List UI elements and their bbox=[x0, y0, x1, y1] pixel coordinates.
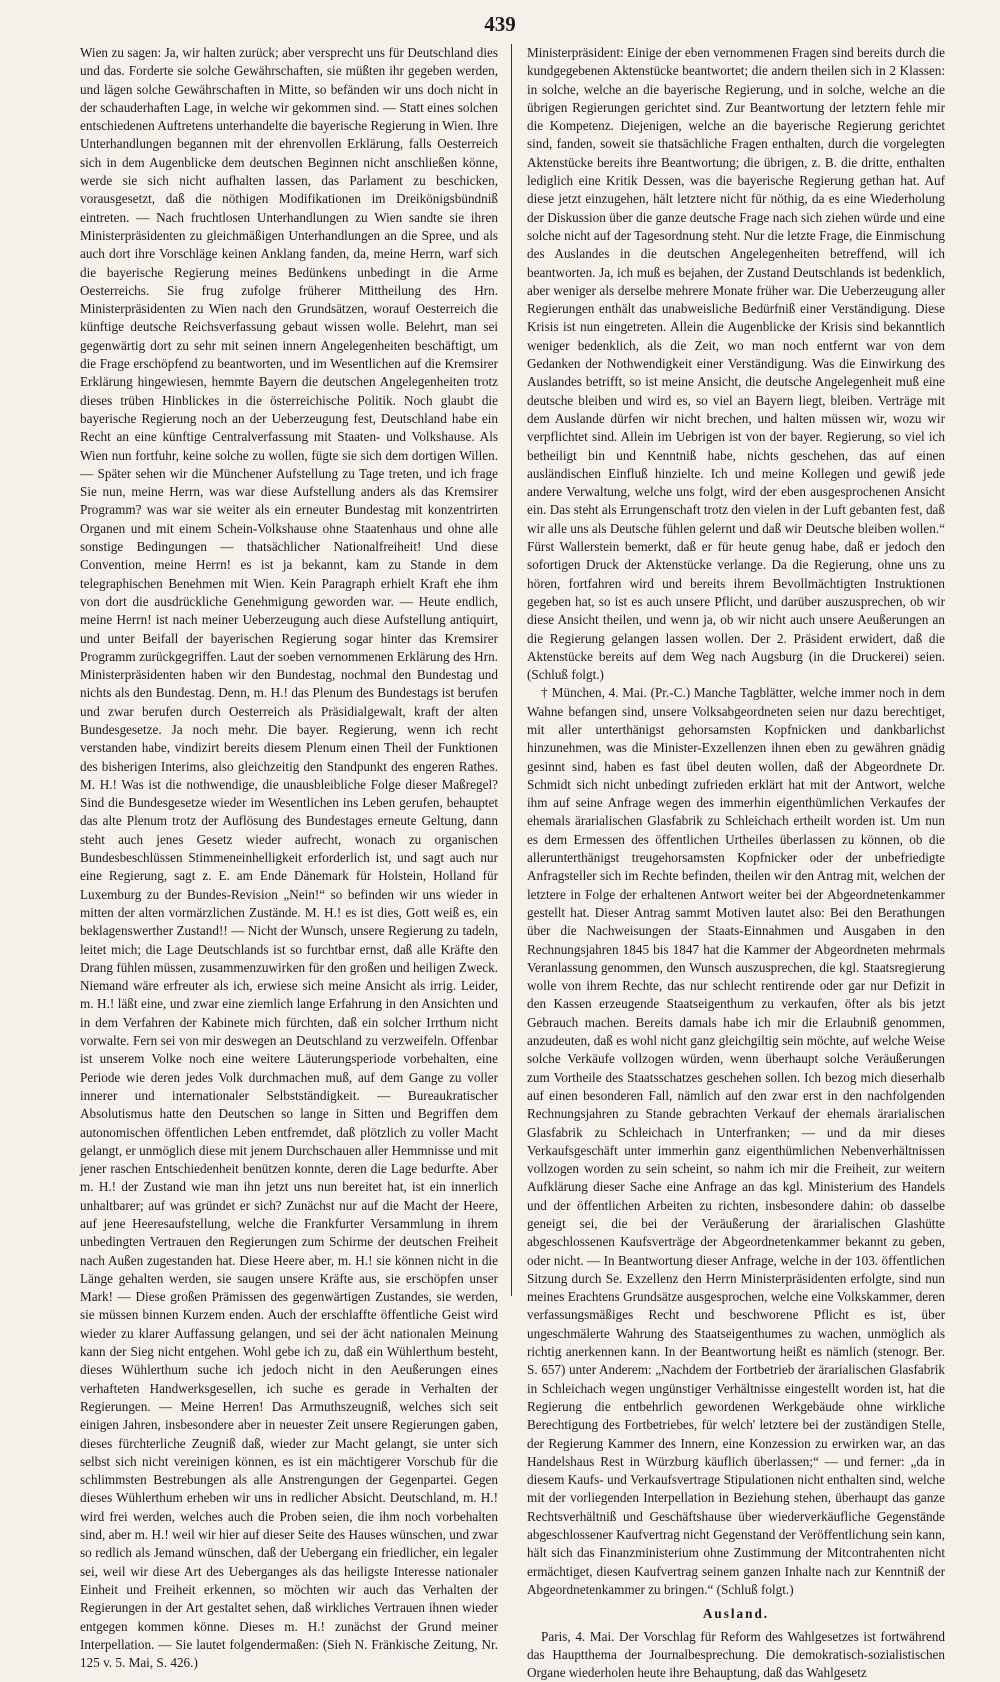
right-paragraph: † München, 4. Mai. (Pr.-C.) Manche Tagblätter, welche immer noch in dem Wahne befangen sind, unsere Volksabgeordneten seien nur dazu berechtiget, mit aller unterthänigst gehorsamsten Kopfnicken und dankbarlichst hinzunehmen, was die Minister-Exzellenzen ihnen eben zu gewähren gnädig gesinnt sind, haben es fast übel deuten wollen, daß der Abgeordnete Dr. Schmidt sich nicht unbedingt zufrieden erklärt hat mit der Antwort, welche ihm auf seine Anfrage wegen des immerhin eigenthümlichen Verkaufes der ehemals ärarialischen Glasfabrik zu Schleichach ertheilt worden ist. Um nun es dem Ermessen des öffentlichen Urtheiles überlassen zu können, ob die allerunterthänigst treugehorsamsten Kopfnicker oder der unbefriedigte Anfragsteller sich im Rechte befinden, theilen wir den Antrag mit, welchen der letztere in Folge der erhaltenen Antwort weiter bei der Abgeordnetenkammer gestellt hat. Dieser Antrag sammt Motiven lautet also: Bei den Berathungen über die Nachweisungen der Staats-Einnahmen und Ausgaben in den Rechnungsjahren 1845 bis 1847 hat die Kammer der Abgeordneten mehrmals Veranlassung genommen, den Wunsch auszusprechen, die kgl. Staatsregierung wolle von ihrem Rechte, das nur schlecht rentirende oder gar nur Defizit in den Kassen erzeugende Staatseigenthum zu verkaufen, öfter als bis jetzt Gebrauch machen. Bereits damals habe ich mir die Erlaubniß genommen, anzudeuten, daß es wohl nicht ganz gleichgiltig sein möchte, auf welche Weise solche Verkäufe vollzogen würden, wenn überhaupt solche Veräußerungen zum Vortheile des Staatsschatzes geschehen sollen. Ich bezog mich dieserhalb auf einen besonderen Fall, nämlich auf den zwar erst in den nachfolgenden Rechnungsjahren zu Stande gebrachten Verkauf der ehemals ärarialischen Glasfabrik zu Schleichach in Unterfranken; — und da mir dieses Verkaufsgeschäft unter immerhin ganz eigenthümlichen Nebenverhältnissen vollzogen worden zu sein scheint, so nahm ich mir die Freiheit, zur weitern Aufklärung dieser Sache eine Anfrage an das kgl. Ministerium des Handels und der öffentlichen Arbeiten zu richten, insbesondere dahin: ob dasselbe geneigt sei, die bei der Veräußerung der ärarialischen Glashütte abgeschlossenen Kaufsverträge der Abgeordnetenkammer bekannt zu geben, oder nicht. — In Beantwortung dieser Anfrage, welche in der 103. öffentlichen Sitzung durch Se. Exzellenz den Herrn Ministerpräsidenten erfolgte, sind nun meines Erachtens Grundsätze ausgesprochen, welche eine Volkskammer, deren verfassungsmäßiges Recht und beschworene Pflicht es ist, über ungeschmälerte Wahrung des Staatseigenthumes zu wachen, unmöglich als richtig anerkennen kann. In der Beantwortung heißt es nämlich (stenogr. Ber. S. 657) unter Anderem: „Nachdem der Fortbetrieb der ärarialischen Glasfabrik in Schleichach wegen ungünstiger Verhältnisse eingestellt worden ist, hat die Regierung die entbehrlich gewordenen Werkgebäude ohne wirkliche Berechtigung des Fortbetriebes, für welch' letztere bei der zuständigen Stelle, der Regierung Kammer des Innern, eine Konzession zu erwirken war, an das Handelshaus Rest in Würzburg käuflich überlassen;“ — und ferner: „da in diesem Kaufs- und Verkaufsvertrage Stipulationen nicht enthalten sind, welche mit der vorliegenden Interpellation in Beziehung stehen, überhaupt das ganze Rechtsverhältniß und Geschäftshause über wiederverkäufliche Gegenstände abgeschlossener Kaufvertrag nicht Gegenstand der Veröffentlichung sein kann, hält sich das Finanzministerium ohne Zustimmung der Mitcontrahenten nicht ermächtiget, diesen Kaufvertrag seinem ganzen Inhalte nach zur Kenntniß der Abgeordnetenkammer zu bringen.“ (Schluß folgt.) bbox=[527, 685, 945, 1597]
page-number: 439 bbox=[484, 12, 516, 36]
ausland-paragraph: Paris, 4. Mai. Der Vorschlag für Reform des Wahlgesetzes ist fortwährend das Hauptthema der Journalbesprechung. Die demokratisch-sozialistischen Organe wiederholen heute ihre Behauptung, daß das Wahlgesetz bbox=[527, 1628, 945, 1681]
left-column bbox=[80, 44, 498, 1671]
left-paragraph: Wien zu sagen: Ja, wir halten zurück; aber versprecht uns für Deutschland dies und das. Forderte sie solche Gewährschaften, sie müßten ihr gegeben werden, und lägen solche Gewährschaften in Mitte, so befänden wir uns doch nicht in der schauderhaften Lage, in welche wir gekommen sind. — Statt eines solchen entschiedenen Auftretens unterhandelte die bayerische Regierung in Wien. Ihre Unterhandlungen begannen mit der ehrenvollen Erklärung, falls Oesterreich sich in dem Augenblicke dem deutschen Beginnen nicht anschließen könne, werde sie sich nicht aufhalten lassen, das Parlament zu beschicken, vorausgesetzt, daß die nöthigen Modifikationen im Dreikönigsbündniß eintreten. — Nach fruchtlosen Unterhandlungen zu Wien sandte sie ihren Ministerpräsidenten zu gleichmäßigen Unterhandlungen an die Spree, und als auch dort ihre Vorschläge keinen Anklang fanden, da, meine Herrn, warf sich die bayerische Regierung meines Bedünkens unbedingt in die Arme Oesterreichs. Sie frug zufolge früherer Mittheilung des Hrn. Ministerpräsidenten zu Wien nach den Grundsätzen, worauf Oesterreich die künftige deutsche Reichsverfassung gebaut wissen wolle. Belehrt, man sei gegenwärtig dort zu sehr mit seinen innern Angelegenheiten beschäftigt, um die Frage erschöpfend zu beantworten, und im Wesentlichen auf die Kremsirer Erklärung hingewiesen, hemmte Bayern die deutschen Angelegenheiten trotz dieses trüben Hinblickes in die österreichische Politik. Noch glaubt die bayerische Regierung noch an der Ueberzeugung fest, Deutschland habe ein Recht an eine künftige Centralverfassung mit Staaten- und Volkshause. Als Wien nun fortfuhr, keine solche zu wollen, fügte sie sich dem dortigen Willen. — Später sehen wir die Münchener Aufstellung zu Tage treten, und ich frage Sie nun, meine Herrn, was war diese Aufstellung anders als das Kremsirer Programm? was war sie weiter als ein erneuter Bundestag mit konzentrirten Organen und mit einem Schein-Volkshause ohne Staatenhaus und ohne alle sonstige Bedingungen — thatsächlicher Nationalfreiheit! Und diese Convention, meine Herrn! es ist ja bekannt, kam zu Stande in dem telegraphischen Benehmen mit Wien. Kein Paragraph erhielt Kraft ehe ihm von dort die ausdrückliche Genehmigung geworden war. — Heute endlich, meine Herrn! ist nach meiner Ueberzeugung auch diese Aufstellung antiquirt, und unter Beifall der bayerischen Regierung sogar hinter das Kremsirer Programm zurückgegriffen. Laut der soeben vernommenen Erklärung des Hrn. Ministerpräsidenten haben wir den Bundestag, nochmal den Bundestag und nichts als den Bundestag. Denn, m. H.! das Plenum des Bundestags ist berufen und zwar berufen durch Oesterreich als Präsidialgewalt, kraft der alten Bundesgesetze. Ja noch mehr. Die bayer. Regierung, wenn ich recht verstanden habe, vindizirt bereits diesem Plenum einen Theil der Funktionen des bisherigen Interims, also gleichzeitig den Standpunkt des engeren Rathes. M. H.! Was ist die nothwendige, die unausbleibliche Folge dieser Maßregel? Sind die Bundesgesetze wieder im Wesentlichen ins Leben gerufen, behauptet das alte Plenum trotz der Auflösung des Bundestages erneute Geltung, dann steht auch jenes Gesetz wieder aufrecht, wonach zu organischen Bundesbeschlüssen Stimmeneinhelligkeit erforderlich ist, und sagt auch nur eine Regierung, sagt z. E. am Ende Dänemark für Holstein, Holland für Luxemburg zu der Bundes-Revision „Nein!“ so befinden wir uns wieder in mitten der alten vormärzlichen Zustände. M. H.! es ist dies, Gott weiß es, ein beklagenswerther Zustand!! — Nicht der Wunsch, unsere Regierung zu tadeln, leitet mich; die Lage Deutschlands ist so furchtbar ernst, daß alle Kräfte den Drang fühlen müssen, zusammenzuwirken für den großen und heiligen Zweck. Niemand wäre erfreuter als ich, erwiese sich meine Ansicht als irrig. Leider, m. H.! läßt eine, und zwar eine ziemlich lange Erfahrung in den Ansichten und in dem Verfahren der Kabinete mich fürchten, daß ein solcher Irrthum nicht vorwalte. Fern sei von mir deswegen an Deutschland zu verzweifeln. Offenbar ist unserem Volke noch eine weitere Läuterungsperiode vorbehalten, eine Periode wie deren jedes Volk durchmachen muß, auf dem Gange zu voller innerer und internationaler Selbstständigkeit. — Bureaukratischer Absolutismus hatte den Deutschen so lange in Sitten und Begriffen dem autonomischen öffentlichen Leben entfremdet, daß plötzlich zu voller Macht gelangt, er unmöglich diese mit jenem Durchschauen aller Hemmnisse und mit jener raschen Entschiedenheit benützen konnte, deren die Lage bedurfte. Aber m. H.! der Zustand wie man ihn jetzt uns nun bereitet hat, ist ein innerlich unhaltbarer; auf was gründet er sich? Zunächst nur auf die Macht der Heere, auf jene Heeresaufstellung, welche die Frankfurter Versammlung in ihrem unbedingten Vertrauen den Regierungen zum Schirme der deutschen Freiheit nach Außen zugestanden hat. Diese Heere aber, m. H.! sie können nicht in die Länge gehalten werden, sie saugen unsere Kräfte aus, sie erschöpfen unser Mark! — Diese großen Prämissen des gegenwärtigen Zustandes, sie werden, sie müssen binnen Kurzem enden. Auch der erschlaffte öffentliche Geist wird wieder zu klarer Auffassung gelangen, und sei der ächt nationalen Meinung kann der Sieg nicht entgehen. Wohl gebe ich zu, daß ein Wühlerthum besteht, dieses Wühlerthum suche ich jedoch nicht in den Aeußerungen eines verhafteten Handwerksgesellen, ich suche es gerade in Verhalten der Regierungen. — Meine Herren! Das Armuthszeugniß, welches sich seit einigen Jahren, insbesondere aber in neuester Zeit unsere Regierungen gaben, dieses fürchterliche Zeugniß daß, wieder zur Macht gelangt, sie unter sich selbst sich nicht vereinigen können, es ist ein mächtigerer Vorschub für die schlimmsten Bestrebungen als alle Anstrengungen der Gegenpartei. Gegen dieses Wühlerthum erheben wir uns in redlicher Absicht. Deutschland, m. H.! wird frei werden, welches auch die Proben seien, die ihm noch vorbehalten sind, aber m. H.! weil wir hier auf dieser Seite des Hauses wünschen, und zwar so redlich als Jemand wünschen, daß der Uebergang ein friedlicher, ein legaler sei, weil wir diese Art des Ueberganges als das heiligste Interesse nationaler Einheit und Freiheit erkennen, so möchten wir auch das Verhalten der Regierungen in der Art gestaltet sehen, daß wirkliches Vertrauen ihnen wieder entgegen kommen könne. Dieses m. H.! zunächst der Grund meiner Interpellation. — Sie lautet folgendermaßen: (Sieh N. Fränkische Zeitung, Nr. 125 v. 5. Mai, S. 426.) bbox=[80, 45, 498, 1671]
column-divider bbox=[511, 44, 512, 1296]
right-paragraph: Ministerpräsident: Einige der eben vernommenen Fragen sind bereits durch die kundgegebenen Aktenstücke beantwortet; die andern theilen sich in 2 Klassen: in solche, welche an die bayerische Regierung, und in solche, welche an die übrigen Regierungen gerichtet sind. Zur Beantwortung der letztern fehle mir die Kompetenz. Diejenigen, welche an die bayerische Regierung gerichtet sind, fanden, soweit sie thatsächliche Fragen enthalten, durch die vorgelegten Aktenstücke bereits ihre Beantwortung; die übrigen, z. B. die dritte, enthalten lediglich eine Kritik Dessen, was die bayerische Regierung gethan hat. Auf diese jetzt einzugehen, hält letztere nicht für nöthig, da es eine Wiederholung der Diskussion über die ganze deutsche Frage nach sich ziehen würde und eine solche nicht auf der Tagesordnung steht. Nur die letzte Frage, die Einmischung des Auslandes in die deutschen Angelegenheiten betreffend, will ich beantworten. Ja, ich muß es bejahen, der Zustand Deutschlands ist bedenklich, aber weniger als derselbe mehrere Monate früher war. Die Ueberzeugung aller Regierungen enthält das unabweisliche Bedürfniß einer Verständigung. Diese Krisis ist nun eingetreten. Allein die Augenblicke der Krisis sind bekanntlich weniger bedenklich, als die Zeit, wo man noch entfernt war von dem Gedanken der Nothwendigkeit einer Verständigung. Was die Einwirkung des Auslandes betrifft, so ist meine Ansicht, die deutsche Angelegenheit muß eine deutsche bleiben und wird es, so viel an Bayern liegt, bleiben. Verträge mit dem Auslande dürfen wir nicht brechen, und halten müssen wir, wozu wir verpflichtet sind. Allein im Uebrigen ist von der bayer. Regierung, so viel ich betheiligt bin und Kenntniß habe, nichts geschehen, das auf einen ausländischen Einfluß hinzielte. Ich und meine Kollegen und gewiß jede andere Verwaltung, welche uns folgt, wird der eben ausgesprochenen Ansicht ein. Das steht als Errungenschaft trotz den vielen in der Luft gebanten fest, daß wir alle uns als Deutsche fühlen gelernt und daß wir Deutsche bleiben wollen.“ Fürst Wallerstein bemerkt, daß er für heute genug habe, daß er jedoch den sofortigen Druck der Aktenstücke verlange. Da die Regierung, ohne uns zu hören, fortfahren wird und bereits ihrem Bevollmächtigten Instruktionen gegeben hat, so ist es auch unsere Pflicht, und darüber auszusprechen, ob wir diese Ansicht theilen, und wenn ja, ob wir nicht auch unsere Aeußerungen an die Regierung gelangen lassen wollen. Der 2. Präsident erwidert, daß die Aktenstücke bereits auf dem Weg nach Augsburg (in die Druckerei) seien. (Schluß folgt.) bbox=[527, 45, 945, 683]
section-heading-ausland: Ausland. bbox=[702, 1606, 770, 1622]
right-column bbox=[527, 44, 945, 1681]
